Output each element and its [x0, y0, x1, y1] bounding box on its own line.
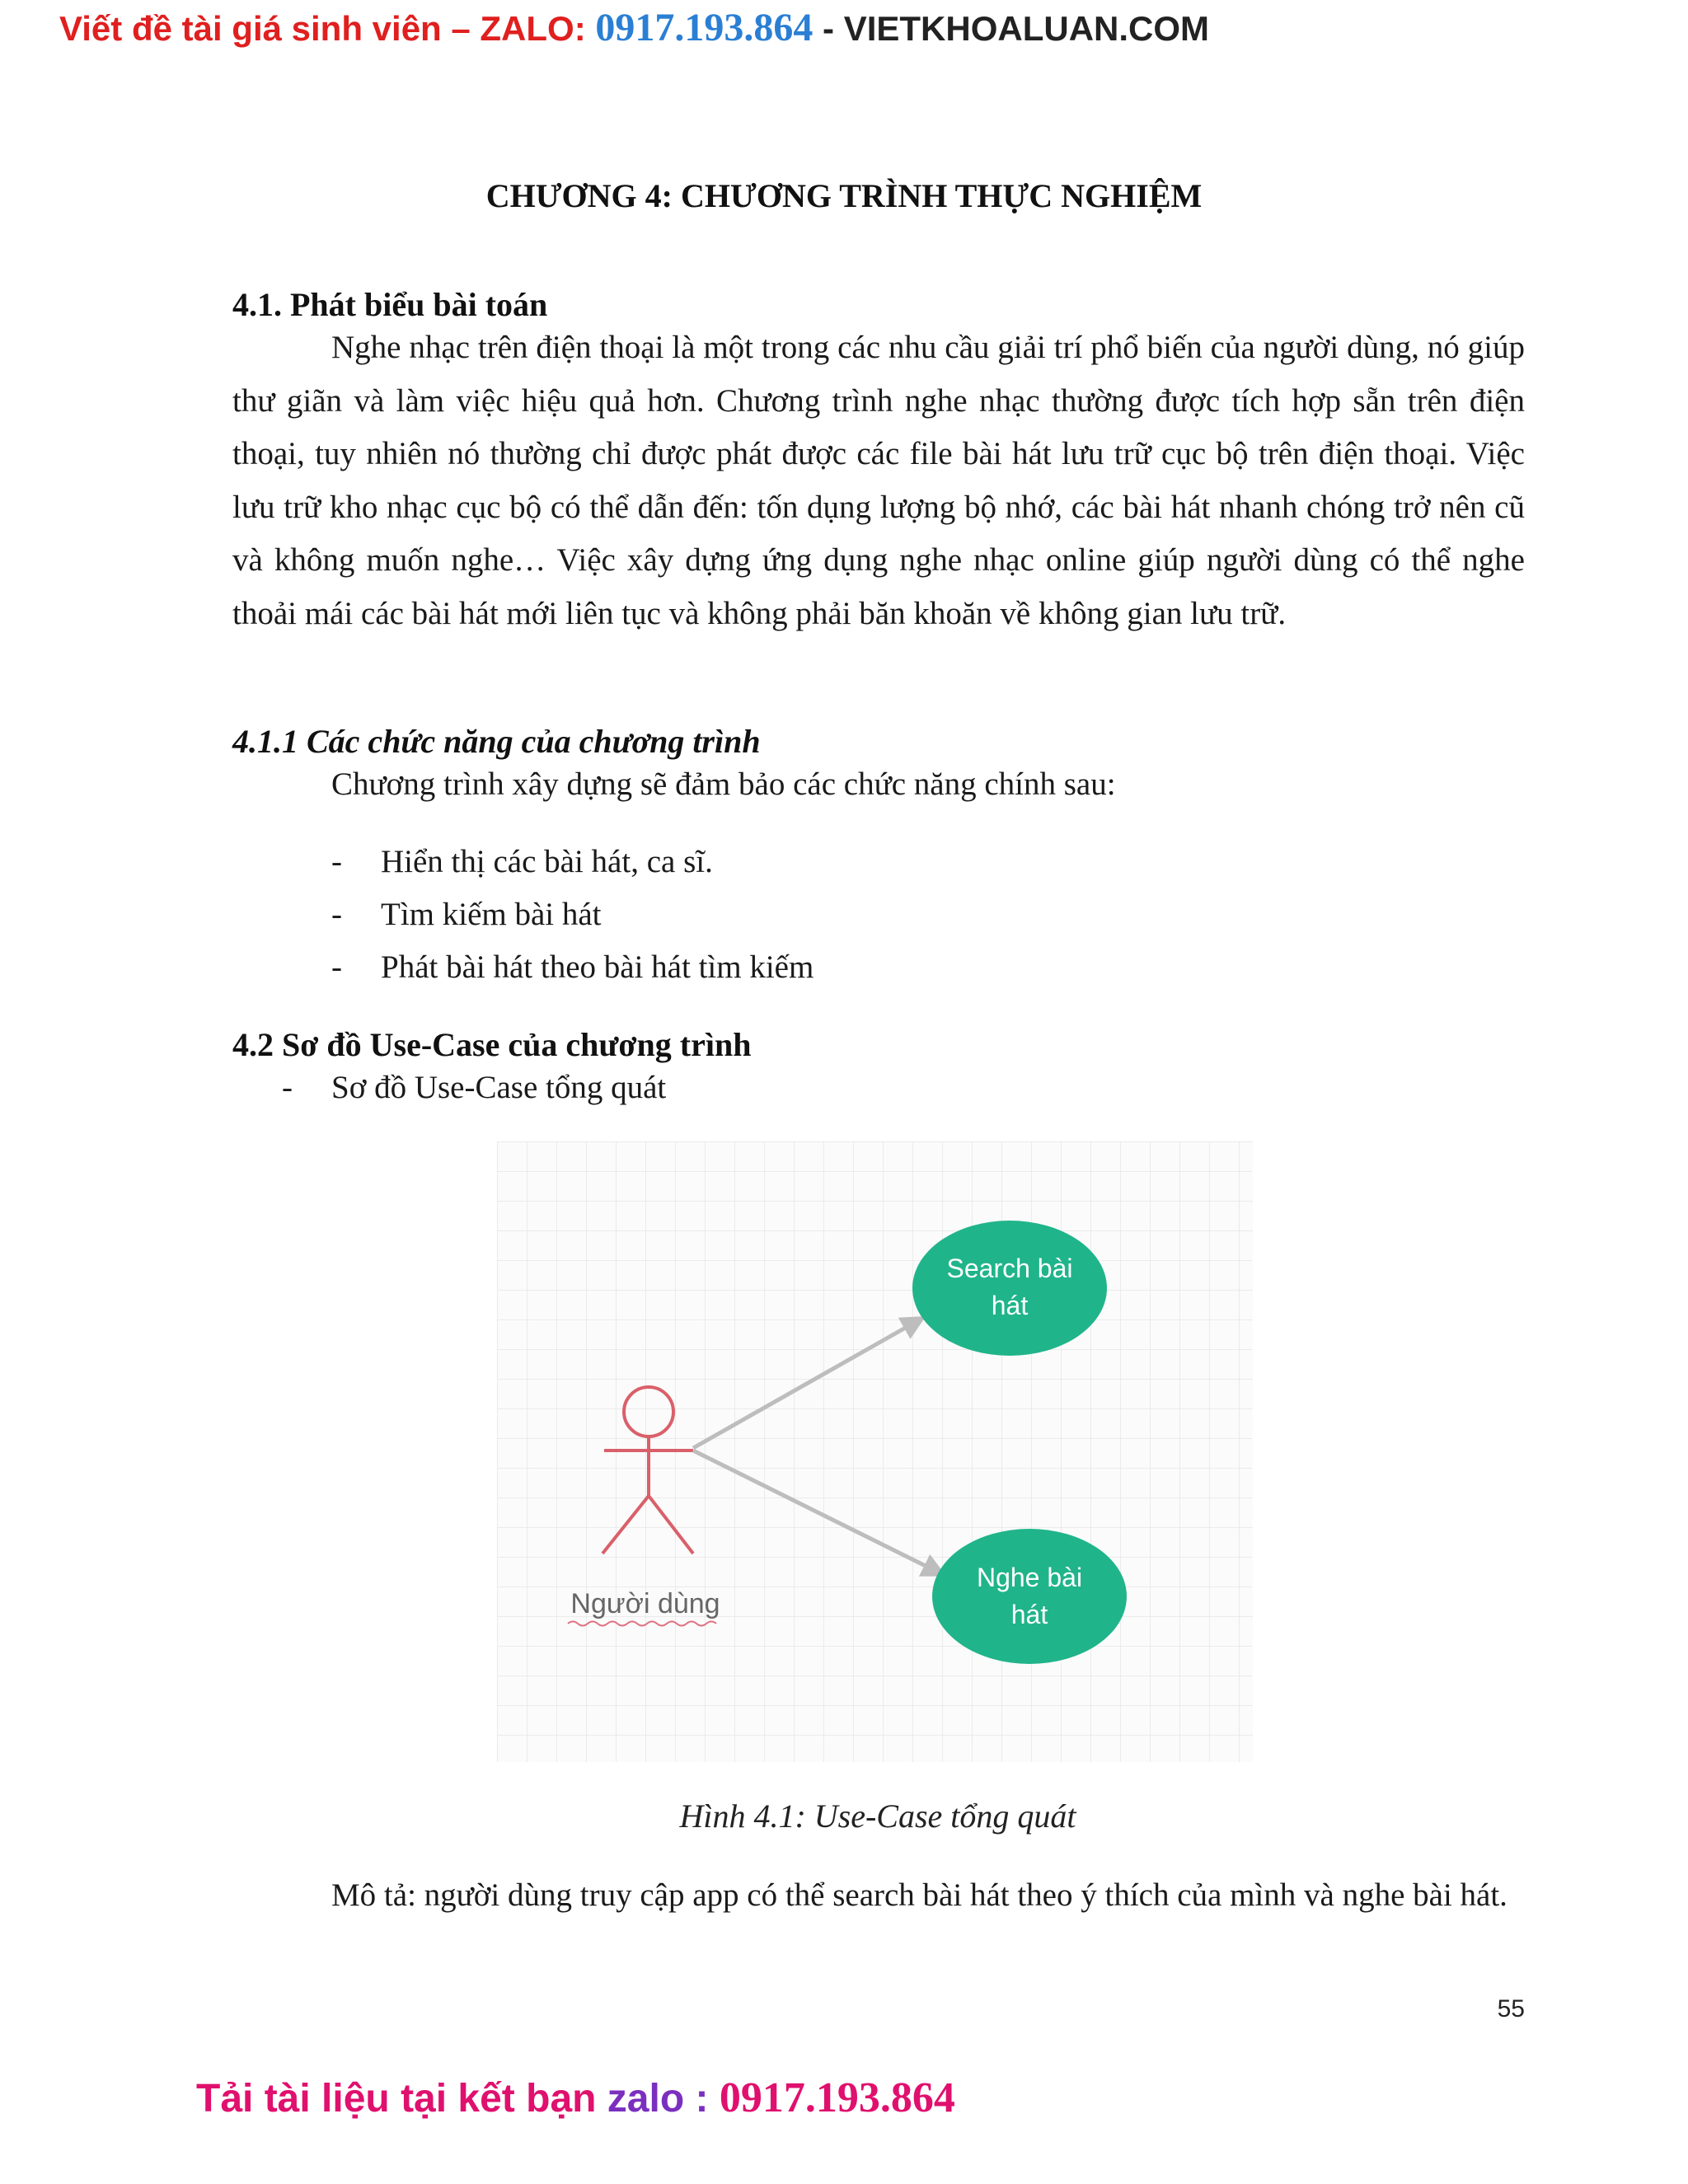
usecase-listen	[932, 1529, 1127, 1664]
usecase-bullet-text: Sơ đồ Use-Case tổng quát	[331, 1070, 667, 1105]
usecase-search-line2: hát	[991, 1291, 1029, 1320]
bottom-banner-phone: 0917.193.864	[719, 2074, 955, 2121]
usecase-search	[912, 1221, 1107, 1356]
list-item-text: Tìm kiếm bài hát	[381, 897, 602, 932]
usecase-search-line1: Search bài	[946, 1254, 1073, 1283]
list-item: - Tìm kiếm bài hát	[331, 888, 814, 941]
usecase-diagram	[497, 1141, 1253, 1762]
chapter-title: CHƯƠNG 4: CHƯƠNG TRÌNH THỰC NGHIỆM	[485, 177, 1203, 214]
usecase-listen-line1: Nghe bài	[976, 1563, 1083, 1592]
functions-list	[331, 836, 814, 994]
figure-caption: Hình 4.1: Use-Case tổng quát	[679, 1797, 1076, 1835]
section-4-2-heading: 4.2 Sơ đồ Use-Case của chương trình	[232, 1026, 752, 1063]
list-item: - Phát bài hát theo bài hát tìm kiếm	[331, 941, 814, 994]
description-text: Mô tả: người dùng truy cập app có thể search bài hát theo ý thích của mình và nghe bài hát.	[331, 1877, 1507, 1913]
list-item: - Hiển thị các bài hát, ca sĩ.	[331, 836, 814, 888]
bottom-banner-zalo: zalo :	[607, 2077, 720, 2121]
top-banner-site: - VIETKHOALUAN.COM	[813, 9, 1210, 48]
section-4-1-1-heading: 4.1.1 Các chức năng của chương trình	[232, 723, 761, 760]
actor-label: Người dùng	[570, 1588, 720, 1619]
section-4-1-heading: 4.1. Phát biểu bài toán	[232, 286, 548, 323]
top-banner-phone: 0917.193.864	[595, 6, 814, 49]
top-banner	[59, 5, 1209, 52]
functions-intro: Chương trình xây dựng sẽ đảm bảo các chức năng chính sau:	[331, 766, 1116, 802]
paragraph-text: Nghe nhạc trên điện thoại là một trong các nhu cầu giải trí phổ biến của người dùng, nó giúp thư giãn và làm việc hiệu quả hơn. Chương trình nghe nhạc thường được tích hợp sẵn trên điện thoại, tuy nhiên nó thường chỉ được phát được các file bài hát lưu trữ cục bộ trên điện thoại. Việc lưu trữ kho nhạc cục bộ có thể dẫn đến: tốn dụng lượng bộ nhớ, các bài hát nhanh chóng trở nên cũ và không muốn nghe… Việc xây dựng ứng dụng nghe nhạc online giúp người dùng có thể nghe thoải mái các bài hát mới liên tục và không phải băn khoăn về không gian lưu trữ.	[232, 330, 1525, 631]
list-item-text: Hiển thị các bài hát, ca sĩ.	[381, 844, 713, 879]
page-number: 55	[1497, 1995, 1525, 2022]
list-item-text: Phát bài hát theo bài hát tìm kiếm	[381, 949, 814, 985]
bottom-banner	[196, 2072, 955, 2125]
top-banner-text: Viết đề tài giá sinh viên – ZALO:	[59, 9, 596, 48]
description-paragraph	[232, 1869, 1525, 1922]
bottom-banner-text: Tải tài liệu tại kết bạn	[196, 2077, 607, 2121]
usecase-bullet: - Sơ đồ Use-Case tổng quát	[282, 1063, 666, 1113]
usecase-listen-line2: hát	[1010, 1600, 1048, 1629]
section-4-1-paragraph	[232, 321, 1525, 640]
